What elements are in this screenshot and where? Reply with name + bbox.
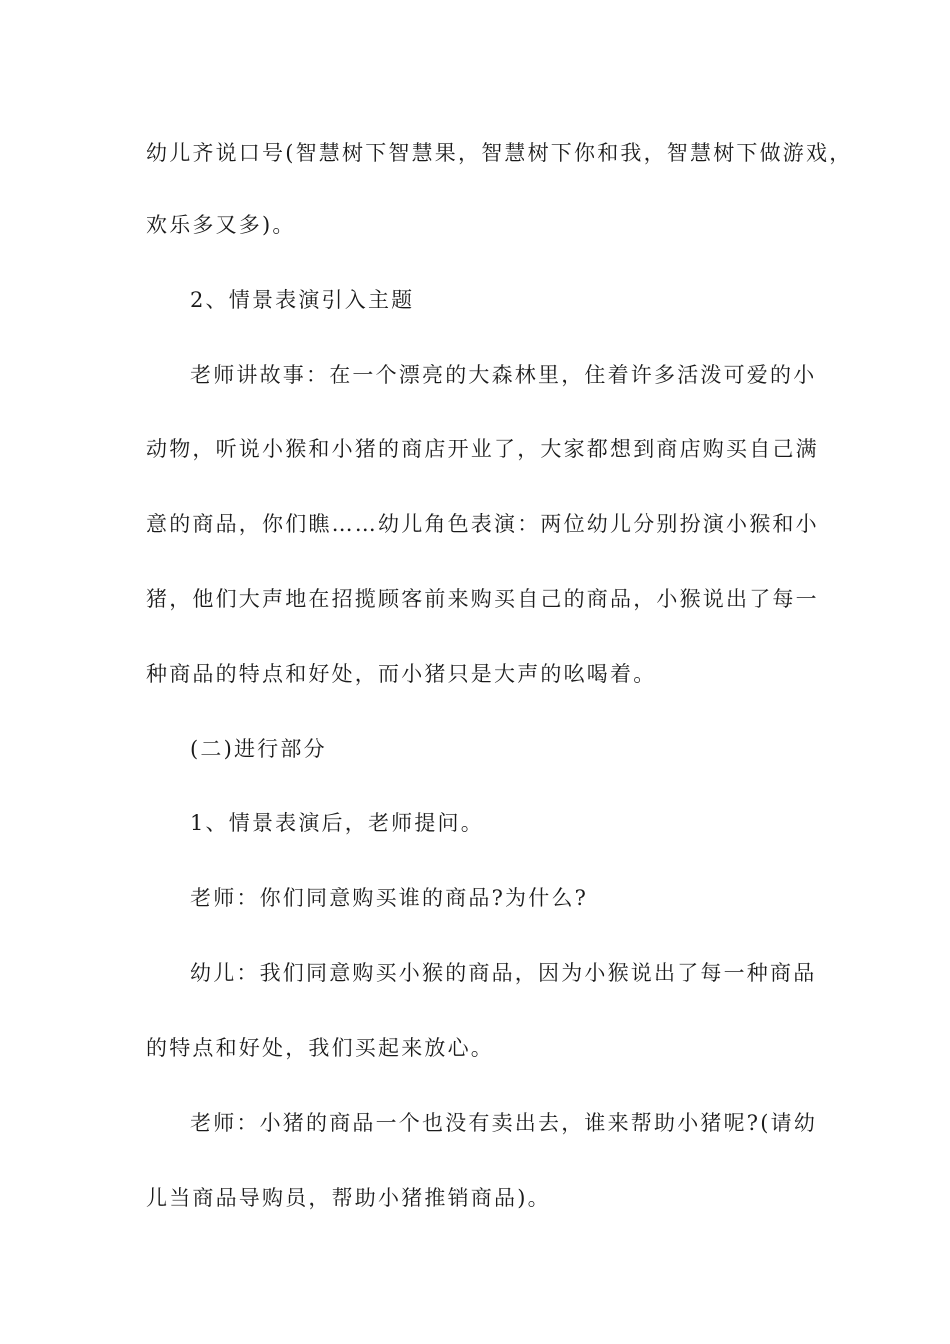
- text-line: 老师：你们同意购买谁的商品?为什么?: [190, 886, 589, 910]
- text-line: 意的商品，你们瞧……幼儿角色表演：两位幼儿分别扮演小猴和小: [146, 512, 819, 536]
- text-line: 的特点和好处，我们买起来放心。: [146, 1036, 494, 1060]
- section-heading: 1、情景表演后，老师提问。: [190, 811, 484, 835]
- text-line: 猪，他们大声地在招揽顾客前来购买自己的商品，小猴说出了每一: [146, 587, 819, 611]
- text-line: 儿当商品导购员，帮助小猪推销商品)。: [146, 1186, 551, 1210]
- text-line: 欢乐多又多)。: [146, 213, 296, 237]
- text-line: 种商品的特点和好处，而小猪只是大声的吆喝着。: [146, 662, 657, 686]
- text-line: 老师讲故事：在一个漂亮的大森林里，住着许多活泼可爱的小: [190, 363, 817, 387]
- text-line: 幼儿：我们同意购买小猴的商品，因为小猴说出了每一种商品: [190, 961, 817, 985]
- text-line: 幼儿齐说口号(智慧树下智慧果，智慧树下你和我，智慧树下做游戏，: [146, 141, 853, 165]
- section-heading: (二)进行部分: [190, 737, 327, 761]
- text-line: 老师：小猪的商品一个也没有卖出去，谁来帮助小猪呢?(请幼: [190, 1111, 818, 1135]
- text-line: 动物，听说小猴和小猪的商店开业了，大家都想到商店购买自己满: [146, 437, 819, 461]
- section-heading: 2、情景表演引入主题: [190, 288, 415, 312]
